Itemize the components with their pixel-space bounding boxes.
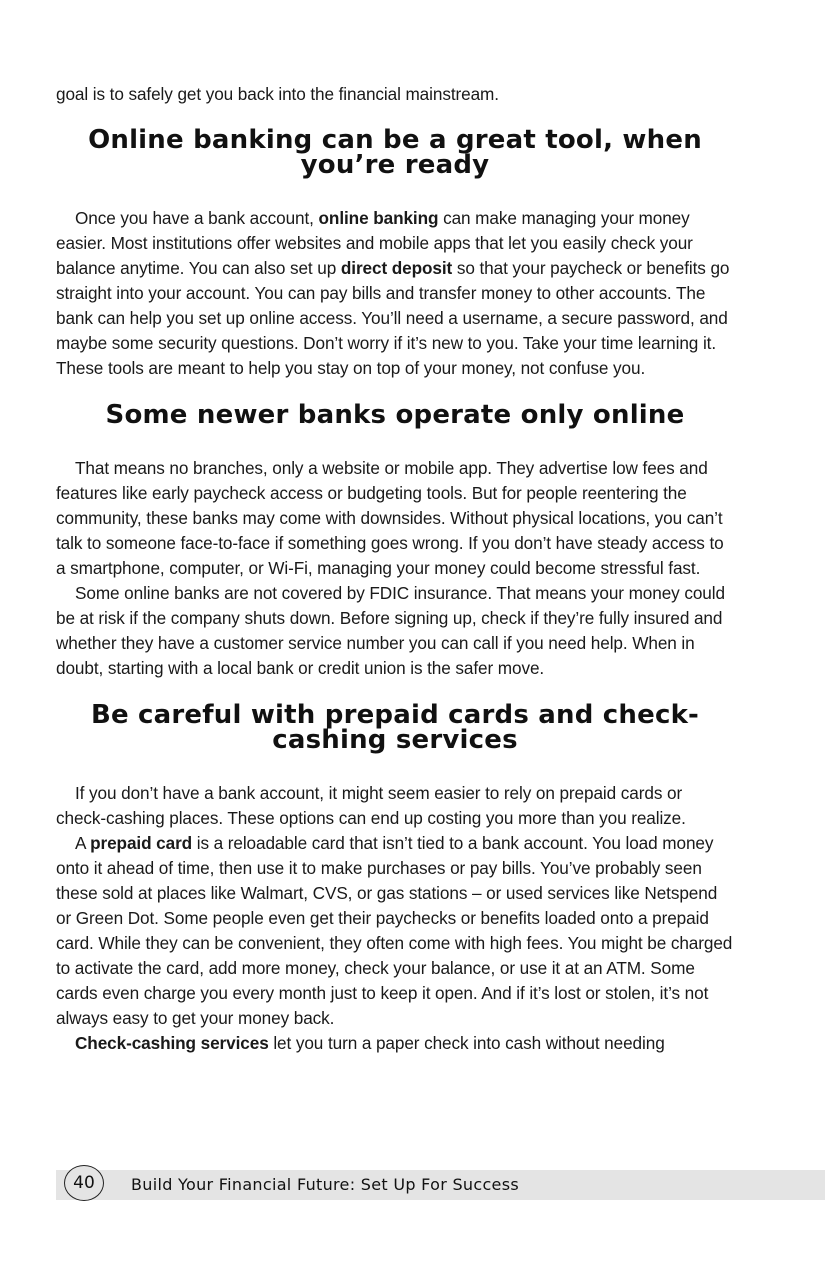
paragraph-continuation: goal is to safely get you back into the financial mainstream.	[56, 84, 499, 104]
text: so that your paycheck or benefits go straight into your account. You can pay bills and transfer money to other accounts. The bank can help you set up online access. You’ll need a username, a secure password, and maybe some security questions. Don’t worry if it’s new to you. Take your time learning it. These tools are meant to help you stay on top of your money, not confuse you.	[56, 258, 730, 378]
paragraph-check-cashing	[56, 1031, 734, 1056]
heading-prepaid-cards: Be careful with prepaid cards and check-cashing services	[90, 700, 700, 755]
text: is a reloadable card that isn’t tied to a bank account. You load money onto it ahead of time, then use it to make purchases or pay bills. You’ve probably seen these sold at places like Walmart, CVS, or gas stations – or used services like Netspend or Green Dot. Some people even get their paychecks or benefits loaded onto a prepaid card. While they can be convenient, they often come with high fees. You might be charged to activate the card, add more money, check your balance, or use it at an ATM. Some cards even charge you every month just to keep it open. And if it’s lost or stolen, it’s not always easy to get your money back.	[56, 833, 733, 1028]
paragraph-prepaid-card	[56, 831, 734, 1031]
text: A	[75, 833, 91, 853]
term-check-cashing: Check-cashing services	[75, 1033, 269, 1053]
paragraph-online-only-2: Some online banks are not covered by FDIC insurance. That means your money could be at risk if the company shuts down. Before signing up, check if they’re fully insured and whether they have a customer service number you can call if you need help. When in doubt, starting with a local bank or credit union is the safer move.	[56, 583, 725, 678]
term-prepaid-card: prepaid card	[90, 833, 193, 853]
text: let you turn a paper check into cash without needing	[268, 1033, 665, 1053]
page-body	[56, 82, 734, 1056]
text: Once you have a bank account,	[75, 208, 319, 228]
text: can make managing your money easier. Most institutions offer websites and mobile apps that let you easily check your balance anytime. You can also set up	[56, 208, 693, 278]
term-online-banking: online banking	[318, 208, 439, 228]
page-number: 40	[64, 1165, 104, 1201]
heading-online-only-banks: Some newer banks operate only online	[105, 400, 685, 430]
paragraph-online-only-1: That means no branches, only a website or mobile app. They advertise low fees and features like early paycheck access or budgeting tools. But for people reentering the community, these banks may come with downsides. Without physical locations, you can’t talk to someone face-to-face if something goes wrong. If you don’t have steady access to a smartphone, computer, or Wi-Fi, managing your money could become stressful fast.	[56, 458, 724, 578]
term-direct-deposit: direct deposit	[340, 258, 453, 278]
paragraph-online-banking	[56, 206, 734, 381]
heading-online-banking: Online banking can be a great tool, when you’re ready	[88, 125, 702, 180]
paragraph-prepaid-intro: If you don’t have a bank account, it might seem easier to rely on prepaid cards or check-cashing places. These options can end up costing you more than you realize.	[56, 783, 686, 828]
footer-title: Build Your Financial Future: Set Up For Success	[131, 1175, 519, 1194]
